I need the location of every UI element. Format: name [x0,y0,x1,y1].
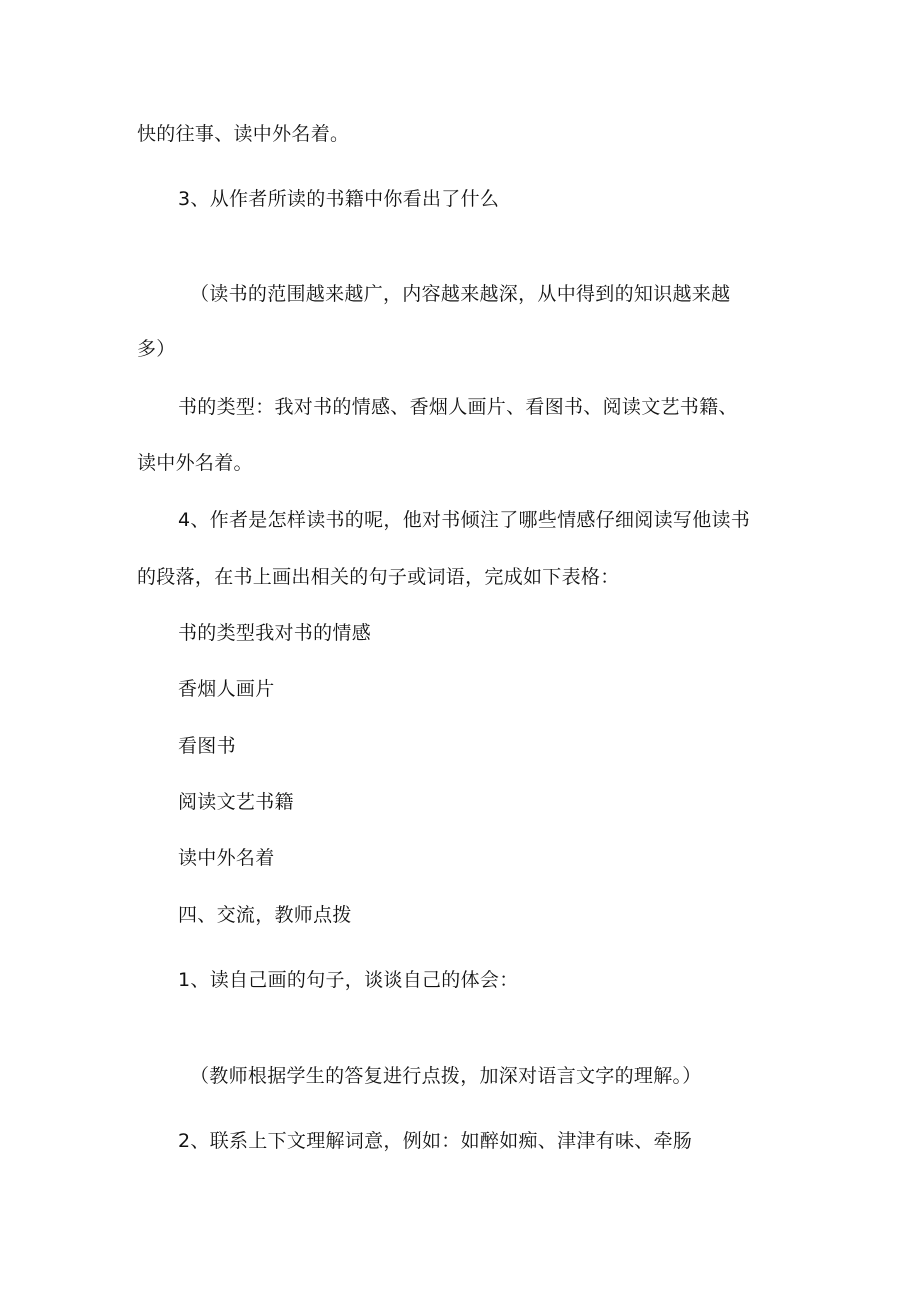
text-line: 的段落，在书上画出相关的句子或词语，完成如下表格： [137,566,620,588]
answer-text: （读书的范围越来越广，内容越来越深，从中得到的知识越来越 [190,283,731,305]
table-row: 香烟人画片 [178,678,275,700]
question-heading: 3、从作者所读的书籍中你看出了什么 [178,188,500,210]
question-heading: 1、读自己画的句子，谈谈自己的体会： [178,969,519,991]
table-row: 阅读文艺书籍 [178,791,294,813]
text-line: 快的往事、读中外名着。 [137,123,350,145]
text-line: 读中外名着。 [137,452,253,474]
answer-text: （教师根据学生的答复进行点拨，加深对语言文字的理解。） [190,1065,702,1087]
table-row: 读中外名着 [178,847,275,869]
question-heading: 4、作者是怎样读书的呢，他对书倾注了哪些情感仔细阅读写他读书 [178,509,751,531]
table-header: 书的类型我对书的情感 [178,622,372,644]
section-heading: 四、交流，教师点拨 [178,904,352,926]
text-line: 多） [137,338,176,360]
table-row: 看图书 [178,735,236,757]
text-line: 书的类型：我对书的情感、香烟人画片、看图书、阅读文艺书籍、 [178,396,738,418]
question-heading: 2、联系上下文理解词意，例如：如醉如痴、津津有味、牵肠 [178,1130,693,1152]
